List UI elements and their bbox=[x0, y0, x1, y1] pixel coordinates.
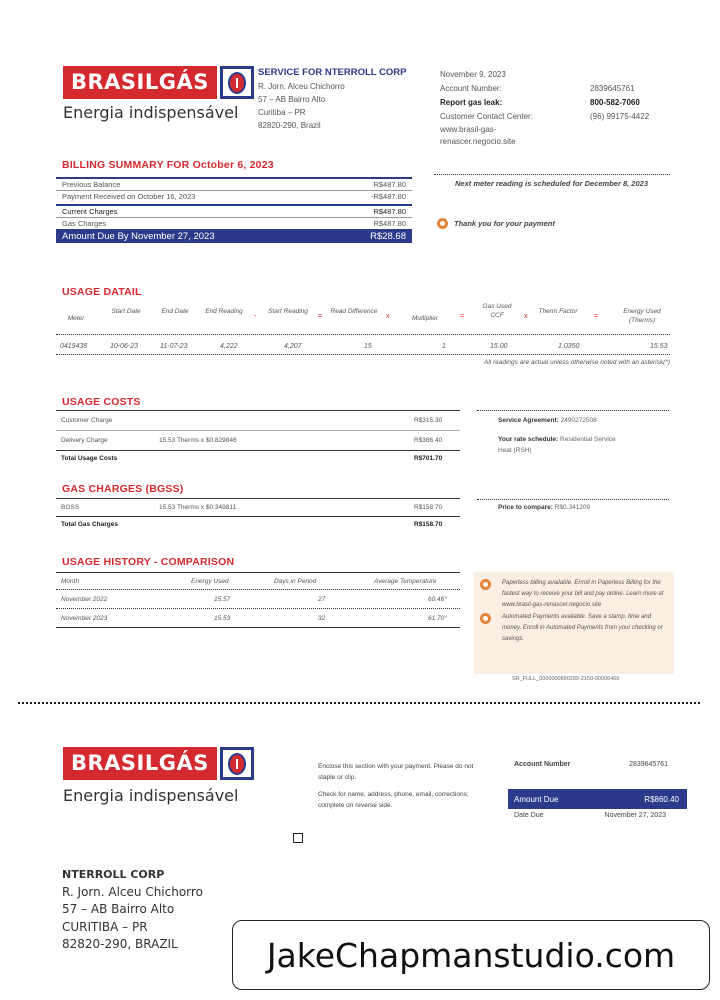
bill-date: November 9, 2023 bbox=[440, 70, 506, 79]
bgss-row: BGSS 15.53 Therms x $0.349811 R$158.70 bbox=[61, 504, 443, 511]
gas-charges-total-row: Total Gas Charges R$158.70 bbox=[61, 521, 443, 528]
usage-history-table bbox=[56, 572, 460, 628]
gas-charges-row: Gas Charges R$487.80 bbox=[62, 219, 406, 228]
amount-due-value: R$28.68 bbox=[370, 230, 406, 242]
autopay-note: Automated Payments available. Save a stamp, time and money. Enroll in Automated Payments from your checking or savings. bbox=[502, 614, 663, 642]
gas-drop-icon bbox=[220, 66, 254, 99]
next-meter-note: Next meter reading is scheduled for December 8, 2023 bbox=[455, 179, 648, 188]
gas-charges-table bbox=[56, 498, 460, 531]
col-read-difference: Read Difference bbox=[330, 308, 378, 315]
account-label: Account Number: bbox=[440, 84, 502, 93]
mailing-address: NTERROLL CORP R. Jorn. Alceu Chichorro 57 – AB Bairro Alto CURITIBA – PR 82820-290, BRAZIL bbox=[62, 868, 203, 951]
leak-phone[interactable]: 800-582-7060 bbox=[590, 98, 640, 107]
contact-phone[interactable]: (96) 99175-4422 bbox=[590, 112, 650, 121]
mailing-name: NTERROLL CORP bbox=[62, 868, 165, 881]
reference-code: SR_FULL_0000000890289-2150-00006469 bbox=[512, 676, 620, 682]
billing-summary-table bbox=[56, 177, 412, 243]
col-end-date: End Date bbox=[161, 308, 189, 315]
stub-due-label: Amount Due bbox=[514, 794, 559, 804]
usage-history-title: USAGE HISTORY - COMPARISON bbox=[62, 556, 235, 568]
paperless-note: Paperless billing available. Enroll in Paperless Billing for the fastest way to receive your bill and pay online. Learn more at www.brasil-gas-renascer.negocio.site bbox=[502, 580, 664, 608]
billing-summary-title: BILLING SUMMARY FOR October 6, 2023 bbox=[62, 159, 274, 171]
promo-box bbox=[474, 572, 674, 674]
col-start-date: Start Date bbox=[111, 308, 141, 315]
usage-costs-total-row: Total Usage Costs R$701.70 bbox=[61, 455, 443, 462]
gas-drop-icon bbox=[220, 747, 254, 780]
usage-detail-table: Meter Start Date End Date End Reading - Start Reading = Read Difference x Multiplier = Gas Used CCF x Therm Factor = Energy Used (Therms) 0419438 10-06-23 11-07-23 4,222 4,207 15 1 15.00 1.0350 15.53 All readings are actual unless otherwise noted with an asterisk(*) bbox=[56, 300, 670, 380]
stub-brand-logo bbox=[63, 747, 254, 805]
brand-name: BRASILGÁS bbox=[63, 747, 217, 780]
current-charges-row: Current Charges R$487.80 bbox=[62, 207, 406, 216]
service-address bbox=[258, 67, 407, 132]
stub-account-label: Account Number bbox=[514, 761, 571, 768]
price-to-compare: Price to compare: R$0.341209 bbox=[498, 504, 591, 511]
contact-label: Customer Contact Center: bbox=[440, 112, 533, 121]
service-lines: R. Jorn. Alceu Chichorro 57 – AB Bairro Alto Curitiba – PR 82820-290, Brazil bbox=[258, 82, 345, 130]
payment-received-row: Payment Received on October 16, 2023 -R$487.80 bbox=[62, 192, 406, 201]
readings-note: All readings are actual unless otherwise noted with an asterisk(*) bbox=[483, 359, 670, 366]
stub-due-value: R$860.40 bbox=[644, 794, 679, 804]
brand-tagline: Energia indispensável bbox=[63, 103, 239, 122]
customer-charge-row: Customer Charge R$315.30 bbox=[61, 417, 443, 424]
col-multiplier: Multiplier bbox=[411, 315, 438, 322]
usage-detail-title: USAGE DATAIL bbox=[62, 286, 142, 298]
amount-due-label: Amount Due By November 27, 2023 bbox=[62, 230, 215, 242]
check-note: Check for name, address, phone, email, corrections; complete on reverse side. bbox=[318, 791, 469, 809]
brand-logo bbox=[63, 66, 254, 122]
history-header-row: Month Energy Used Days in Period Average Temperature bbox=[61, 578, 437, 585]
website-link[interactable]: www.brasil-gas- renascer.negocio.site bbox=[440, 125, 516, 146]
thanks-note: Thank you for your payment bbox=[437, 218, 555, 229]
stub-account bbox=[514, 761, 668, 768]
badge-icon bbox=[480, 579, 491, 590]
col-start-reading: Start Reading bbox=[268, 308, 308, 315]
account-info bbox=[440, 68, 670, 148]
gas-charges-title: GAS CHARGES (BGSS) bbox=[62, 483, 184, 495]
amount-due-bar bbox=[56, 229, 412, 243]
col-meter: Meter bbox=[67, 315, 85, 322]
watermark-banner: JakeChapmanstudio.com bbox=[232, 920, 710, 990]
stub-account-value: 2839645761 bbox=[629, 761, 668, 768]
badge-icon bbox=[437, 218, 448, 229]
account-value: 2839645761 bbox=[590, 84, 635, 93]
brand-tagline: Energia indispensável bbox=[63, 786, 239, 805]
address-change-checkbox[interactable] bbox=[293, 833, 303, 843]
stub-date-due: Date Due November 27, 2023 bbox=[514, 812, 666, 819]
badge-icon bbox=[480, 613, 491, 624]
col-end-reading: End Reading bbox=[205, 308, 243, 315]
brand-name: BRASILGÁS bbox=[63, 66, 217, 99]
col-gas-used: Gas Used CCF bbox=[482, 303, 512, 319]
stub-amount-due-bar bbox=[508, 789, 687, 809]
col-therm-factor: Therm Factor bbox=[538, 308, 578, 315]
history-row: November 2023 15.53 32 61.70° bbox=[61, 615, 447, 622]
service-agreement: Service Agreement: 2490272508 Your rate schedule: Residential Service Heat (RSH) bbox=[498, 417, 616, 454]
leak-label: Report gas leak: bbox=[440, 98, 503, 107]
stub-instructions bbox=[318, 761, 478, 811]
service-title: SERVICE FOR NTERROLL CORP bbox=[258, 67, 407, 78]
enclose-note: Enclose this section with your payment. Please do not staple or clip. bbox=[318, 763, 474, 781]
col-energy-used: Energy Used (Therms) bbox=[623, 308, 661, 324]
usage-costs-table bbox=[56, 410, 460, 465]
history-row: November 2022 15.57 27 60.46° bbox=[61, 596, 447, 603]
usage-costs-title: USAGE COSTS bbox=[62, 396, 141, 408]
delivery-charge-row: Delivery Charge 15.53 Therms x $0.829846 R$386.40 bbox=[61, 437, 443, 444]
tear-line bbox=[18, 702, 700, 704]
previous-balance-row: Previous Balance R$487.80 bbox=[62, 180, 406, 189]
